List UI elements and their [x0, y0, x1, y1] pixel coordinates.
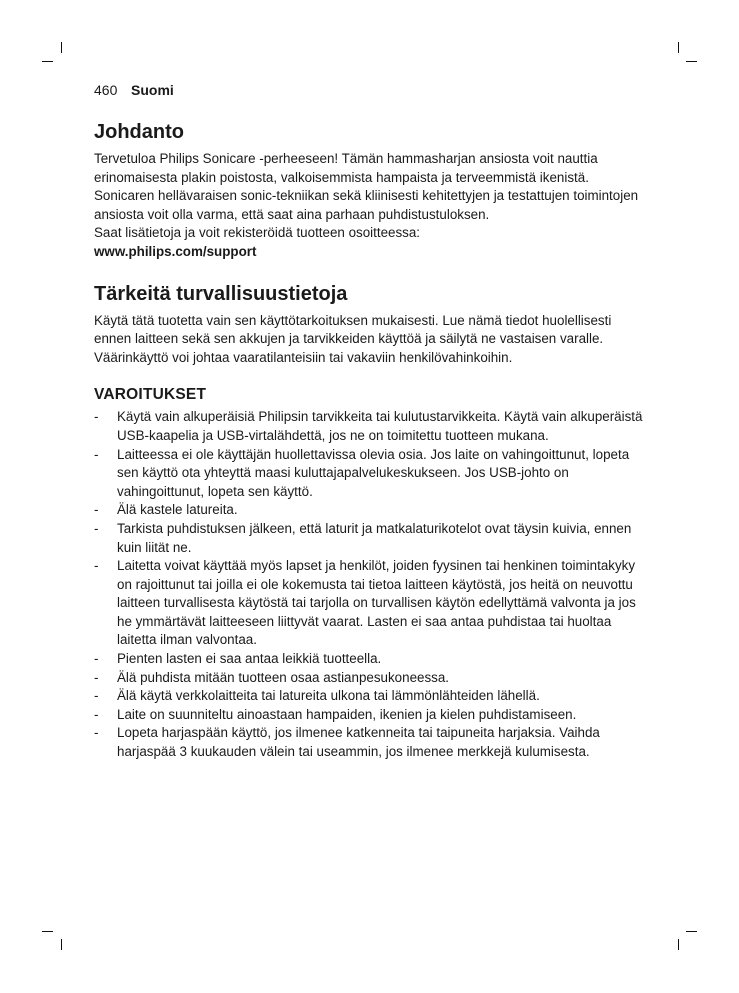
crop-mark	[42, 61, 53, 62]
crop-mark	[678, 939, 679, 950]
warning-item: - Käytä vain alkuperäisiä Philipsin tarvikkeita tai kulutustarvikkeita. Käytä vain alkuperäistä USB-kaapelia ja USB-virtalähdettä, jos ne on toimitettu tuotteen mukana.	[94, 408, 644, 445]
warnings-title: VAROITUKSET	[94, 386, 207, 404]
crop-mark	[42, 931, 53, 932]
page-content	[94, 118, 644, 762]
crop-mark	[686, 931, 697, 932]
warning-item: - Laitetta voivat käyttää myös lapset ja henkilöt, joiden fyysinen tai henkinen toimintakyky on rajoittunut tai joilla ei ole kokemusta tai tietoa laitteen käytöstä, jos heitä on neuvottu laitteen turvallisesta käytöstä tai tarjolla on turvallisen käytön edellyttämä valvonta ja jos he ymmärtävät laitteeseen liittyvät vaarat. Lasten ei saa antaa puhdistaa tai huoltaa laitetta ilman valvontaa.	[94, 557, 644, 650]
intro-paragraph: Tervetuloa Philips Sonicare -perheeseen! Tämän hammasharjan ansiosta voit nauttia erinomaisesta plakin poistosta, valkoisemmista hampaista ja terveemmistä ikenistä. Sonicaren hellävaraisen sonic-tekniikan sekä kliinisesti kehitettyjen ja testattujen toimintojen ansiosta voit olla varma, että saat aina parhaan puhdistustuloksen.	[94, 151, 639, 222]
crop-mark	[61, 42, 62, 53]
warning-item: - Älä käytä verkkolaitteita tai latureita ulkona tai lämmönlähteiden lähellä.	[94, 687, 644, 706]
warnings-list	[94, 408, 644, 761]
page-number: 460	[94, 82, 118, 98]
safety-title: Tärkeitä turvallisuustietoja	[94, 282, 348, 305]
language-label: Suomi	[131, 82, 174, 98]
intro-title: Johdanto	[94, 121, 184, 143]
warning-item: - Älä puhdista mitään tuotteen osaa astianpesukoneessa.	[94, 669, 644, 688]
crop-mark	[61, 939, 62, 950]
warning-item: - Lopeta harjaspään käyttö, jos ilmenee katkenneita tai taipuneita harjaksia. Vaihda harjaspää 3 kuukauden välein tai useammin, jos ilmenee merkkejä kulumisesta.	[94, 724, 644, 761]
warning-item: - Tarkista puhdistuksen jälkeen, että laturit ja matkalaturikotelot ovat täysin kuivia, ennen kuin liität ne.	[94, 520, 644, 557]
support-url: www.philips.com/support	[94, 243, 257, 259]
warning-item: - Pienten lasten ei saa antaa leikkiä tuotteella.	[94, 650, 644, 669]
page-header	[94, 82, 174, 98]
crop-mark	[686, 61, 697, 62]
register-text: Saat lisätietoja ja voit rekisteröidä tuotteen osoitteessa:	[94, 225, 421, 241]
warning-item: - Laite on suunniteltu ainoastaan hampaiden, ikenien ja kielen puhdistamiseen.	[94, 706, 644, 725]
warning-item: - Laitteessa ei ole käyttäjän huollettavissa olevia osia. Jos laite on vahingoittunut, lopeta sen käyttö ota yhteyttä maasi kuluttajapalvelukeskukseen. Jos USB-johto on vahingoittunut, lopeta sen käyttö.	[94, 446, 644, 502]
warning-item: - Älä kastele latureita.	[94, 501, 644, 520]
crop-mark	[678, 42, 679, 53]
safety-paragraph: Käytä tätä tuotetta vain sen käyttötarkoituksen mukaisesti. Lue nämä tiedot huolellisesti ennen laitteen sekä sen akkujen ja tarvikkeiden käyttöä ja säilytä ne vastaisen varalle. Väärinkäyttö voi johtaa vaaratilanteisiin tai vakaviin henkilövahinkoihin.	[94, 312, 612, 365]
